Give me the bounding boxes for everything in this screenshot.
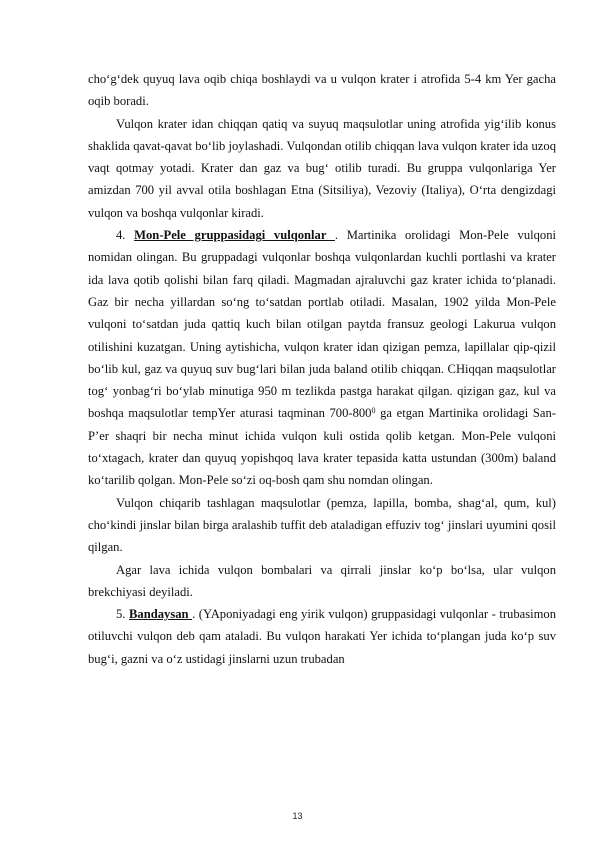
paragraph-p6 (88, 603, 556, 670)
paragraph-p3 (88, 224, 556, 492)
text-run: . Martinika orolidagi Mon-Pele vulqoni nomidan olingan. Bu gruppadagi vulqonlar boshqa vulqonlardan kuchli portlashi va krater ida lava qotib qolishi bilan farq qiladi. Magmadan ajraluvchi gaz krater ichida to‘planadi. Gaz bir necha yillardan so‘ng to‘satdan portlab otiladi. Masalan, 1902 yilda Mon-Pele vulqoni to‘satdan juda qattiq kuch bilan otilgan paytda fransuz geologi Lakurua vulqon otilishini kuzatgan. Uning aytishicha, vulqon krater idan qizigan pemza, lapillalar qip-qizil bo‘lib kul, gaz va quyuq suv bug‘lari bilan juda baland otilib chiqqan. CHiqqan maqsulotlar tog‘ yonbag‘ri bo‘ylab minutiga 950 m tezlikda pastga harakat qilgan. qizigan gaz, kul va boshqa maqsulotlar tempYer aturasi taqminan 700-800 (88, 228, 557, 421)
text-run: cho‘g‘dek quyuq lava oqib chiqa boshlaydi va u vulqon krater i atrofida 5-4 km Yer gacha oqib boradi. (88, 72, 556, 109)
section-heading: Bandaysan (129, 607, 193, 622)
section-heading: Mon-Pele gruppasidagi vulqonlar (134, 228, 335, 243)
text-run: . (YAponiyadagi eng yirik vulqon) gruppasidagi vulqonlar - trubasimon otiluvchi vulqon deb qam ataladi. Bu vulqon harakati Yer ichida to‘plangan juda ko‘p suv bug‘i, gazni va o‘z ustidagi jinslarni uzun trubadan (88, 607, 557, 666)
text-run: Agar lava ichida vulqon bombalari va qirrali jinslar ko‘p bo‘lsa, ular vulqon brekchiyasi deyiladi. (88, 562, 556, 599)
document-body (88, 68, 556, 670)
text-run: 5. (116, 607, 130, 622)
text-run: ga etgan Martinika orolidagi San-P’er shaqri bir necha minut ichida vulqon kuli ostida qolib ketgan. Mon-Pele vulqoni to‘xtagach, krater dan quyuq yopishqoq lava krater tepasida katta ustundan (300m) baland ko‘tarilib qolgan. Mon-Pele so‘zi oq-bosh qam shu nomdan olingan. (88, 406, 556, 488)
paragraph-p1 (88, 68, 556, 113)
paragraph-p2 (88, 113, 556, 224)
text-run: Vulqon chiqarib tashlagan maqsulotlar (pemza, lapilla, bomba, shag‘al, qum, kul) cho‘kindi jinslar bilan birga aralashib tuffit deb ataladigan effuziv tog‘ jinslari uyumini qosil qilgan. (88, 495, 556, 555)
paragraph-p4 (88, 492, 556, 559)
text-run: Vulqon krater idan chiqqan qatiq va suyuq maqsulotlar uning atrofida yig‘ilib konus shaklida qavat-qavat bo‘lib joylashadi. Vulqondan otilib chiqqan lava vulqon krater ida uzoq vaqt qotmay yotadi. Krater dan gaz va bug‘ otilib turadi. Bu gruppa vulqonlariga Yer amizdan 700 yil avval otila boshlagan Etna (Sitsiliya), Vezoviy (Italiya), O‘rta dengizdagi vulqon va boshqa vulqonlar kiradi. (88, 116, 556, 220)
paragraph-p5 (88, 559, 556, 604)
text-run: 4. (116, 228, 135, 243)
degree-superscript: 0 (371, 406, 376, 416)
page-number: 13 (292, 811, 303, 821)
